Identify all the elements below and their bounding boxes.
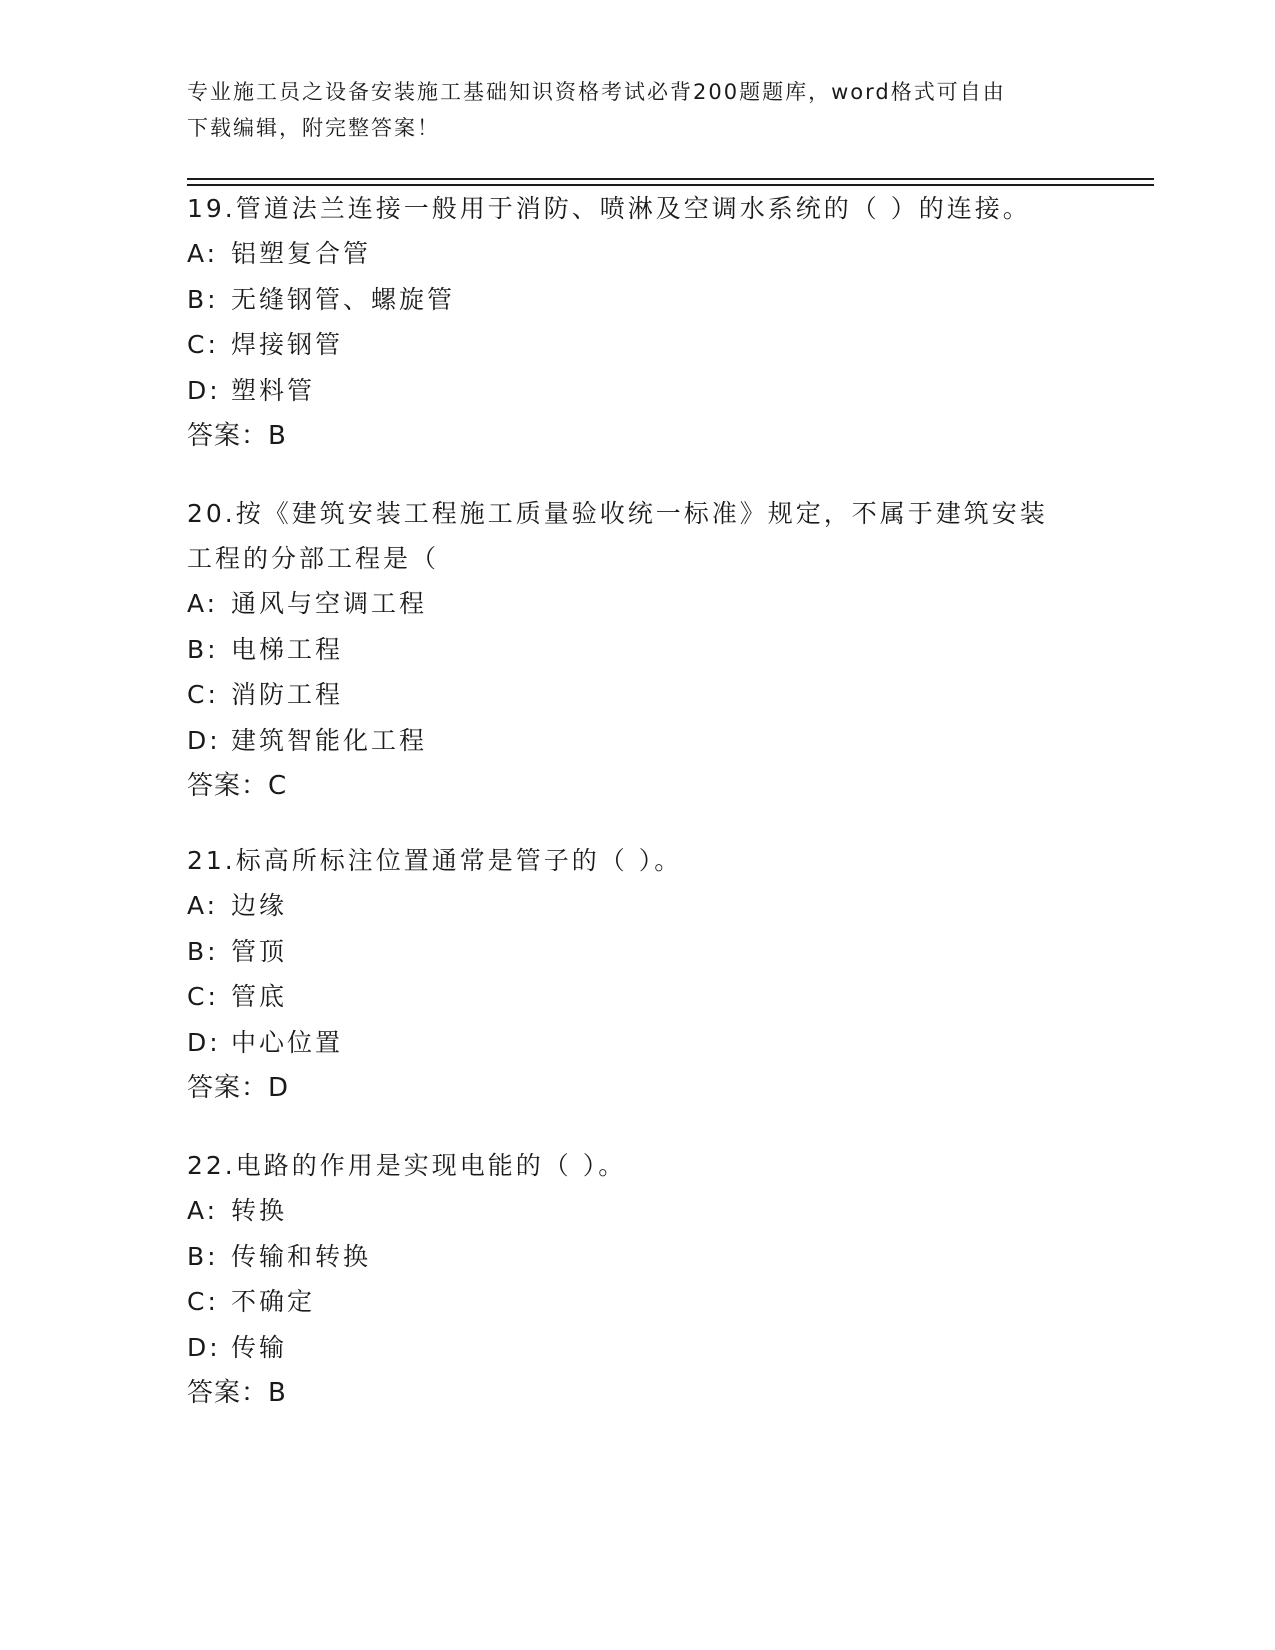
option-a <box>187 581 1087 627</box>
option-text: 管底 <box>231 982 288 1011</box>
option-d <box>187 368 1087 414</box>
header-divider-top <box>187 178 1154 180</box>
option-a <box>187 883 1087 929</box>
option-d <box>187 1325 1087 1371</box>
option-b <box>187 277 1087 323</box>
option-d <box>187 718 1087 764</box>
answer-label: 答案： <box>187 771 269 801</box>
option-text: 边缘 <box>231 891 288 920</box>
answer-value: B <box>268 1378 287 1408</box>
answer-value: D <box>268 1073 290 1103</box>
option-d <box>187 1020 1087 1066</box>
option-text: 电梯工程 <box>231 634 344 664</box>
option-key: B: <box>187 1241 219 1271</box>
option-key: C: <box>187 982 219 1011</box>
answer-line <box>187 1370 1087 1416</box>
option-key: A: <box>187 1196 219 1225</box>
option-key: A: <box>187 891 219 920</box>
document-header <box>187 74 1067 146</box>
option-a <box>187 1188 1087 1234</box>
option-c <box>187 974 1087 1020</box>
answer-value: B <box>268 421 287 451</box>
option-text: 传输 <box>231 1332 288 1362</box>
question-stem <box>187 1143 1087 1188</box>
option-key: A: <box>187 589 219 618</box>
option-text: 塑料管 <box>231 375 316 405</box>
option-b <box>187 627 1087 673</box>
option-text: 中心位置 <box>231 1027 344 1057</box>
option-b <box>187 929 1087 975</box>
question-stem <box>187 491 1087 581</box>
option-text: 焊接钢管 <box>231 330 344 359</box>
question-stem <box>187 186 1087 231</box>
option-key: D: <box>187 375 221 405</box>
option-b <box>187 1234 1087 1280</box>
answer-label: 答案： <box>187 1073 269 1103</box>
option-key: B: <box>187 634 219 664</box>
question-stem-line: 22.电路的作用是实现电能的（ ）。 <box>187 1151 627 1180</box>
question-stem-line: 工程的分部工程是（ <box>187 544 440 573</box>
option-c <box>187 1279 1087 1325</box>
question-stem <box>187 838 1087 883</box>
option-text: 传输和转换 <box>231 1241 372 1271</box>
answer-line <box>187 763 1087 809</box>
option-key: B: <box>187 284 219 314</box>
question-stem-line: 21.标高所标注位置通常是管子的（ ）。 <box>187 846 683 875</box>
option-key: A: <box>187 239 219 268</box>
option-a <box>187 231 1087 277</box>
option-text: 消防工程 <box>231 680 344 709</box>
answer-label: 答案： <box>187 1378 269 1408</box>
option-text: 无缝钢管、螺旋管 <box>231 284 456 314</box>
option-text: 铝塑复合管 <box>231 239 372 268</box>
answer-value: C <box>268 771 288 801</box>
option-c <box>187 672 1087 718</box>
option-key: D: <box>187 1027 221 1057</box>
answer-line <box>187 413 1087 459</box>
option-text: 建筑智能化工程 <box>231 725 428 755</box>
header-line-2: 下载编辑，附完整答案！ <box>187 116 440 140</box>
answer-label: 答案： <box>187 421 269 451</box>
option-text: 转换 <box>231 1196 288 1225</box>
option-key: C: <box>187 1287 219 1316</box>
option-key: C: <box>187 680 219 709</box>
option-key: C: <box>187 330 219 359</box>
option-c <box>187 322 1087 368</box>
header-line-1: 专业施工员之设备安装施工基础知识资格考试必背200题题库，word格式可自由 <box>187 80 1006 104</box>
question-stem-line: 19.管道法兰连接一般用于消防、喷淋及空调水系统的（ ）的连接。 <box>187 194 1031 223</box>
question-19 <box>187 186 1087 459</box>
question-21 <box>187 838 1087 1111</box>
option-key: D: <box>187 1332 221 1362</box>
option-text: 管顶 <box>231 936 288 966</box>
option-text: 不确定 <box>231 1287 316 1316</box>
answer-line <box>187 1065 1087 1111</box>
question-22 <box>187 1143 1087 1416</box>
question-stem-line: 20.按《建筑安装工程施工质量验收统一标准》规定，不属于建筑安装 <box>187 499 1048 528</box>
option-key: D: <box>187 725 221 755</box>
option-text: 通风与空调工程 <box>231 589 428 618</box>
question-20 <box>187 491 1087 809</box>
option-key: B: <box>187 936 219 966</box>
